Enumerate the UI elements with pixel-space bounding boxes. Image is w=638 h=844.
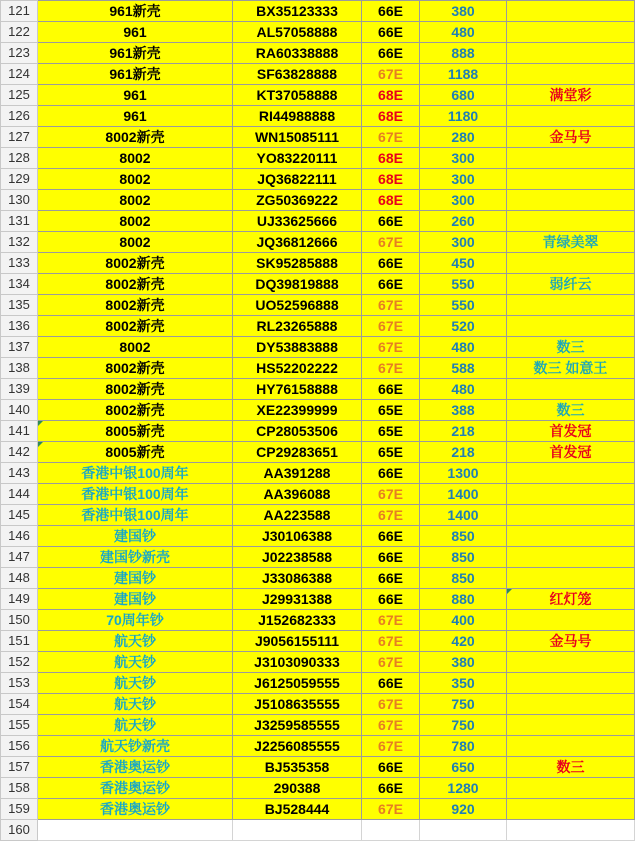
table-row xyxy=(1,43,635,64)
cell-type[interactable]: 68E xyxy=(362,190,420,211)
cell-name[interactable]: 航天钞 xyxy=(38,631,233,652)
cell-serial[interactable]: BJ535358 xyxy=(233,757,362,778)
cell-serial[interactable]: KT37058888 xyxy=(233,85,362,106)
cell-name[interactable]: 航天钞 xyxy=(38,715,233,736)
cell-price[interactable]: 260 xyxy=(420,211,507,232)
cell-name[interactable]: 建国钞新壳 xyxy=(38,547,233,568)
cell-type[interactable]: 68E xyxy=(362,106,420,127)
table-row xyxy=(1,64,635,85)
cell-note[interactable] xyxy=(507,43,635,64)
row-number[interactable]: 132 xyxy=(1,232,38,253)
table-row xyxy=(1,148,635,169)
cell-serial[interactable]: J6125059555 xyxy=(233,673,362,694)
cell-name[interactable]: 航天钞新壳 xyxy=(38,736,233,757)
cell-serial[interactable]: XE22399999 xyxy=(233,400,362,421)
cell-note[interactable] xyxy=(507,1,635,22)
cell-name[interactable]: 香港奥运钞 xyxy=(38,799,233,820)
cell-name[interactable]: 961新壳 xyxy=(38,64,233,85)
table-row xyxy=(1,547,635,568)
row-number[interactable]: 135 xyxy=(1,295,38,316)
cell-note[interactable] xyxy=(507,694,635,715)
cell-serial[interactable]: UO52596888 xyxy=(233,295,362,316)
cell-serial[interactable]: UJ33625666 xyxy=(233,211,362,232)
cell-type[interactable]: 67E xyxy=(362,799,420,820)
cell-type[interactable]: 67E xyxy=(362,631,420,652)
cell-name[interactable]: 961新壳 xyxy=(38,1,233,22)
cell-price[interactable]: 750 xyxy=(420,694,507,715)
cell-price[interactable]: 750 xyxy=(420,715,507,736)
row-number[interactable]: 134 xyxy=(1,274,38,295)
cell-note[interactable]: 数三 xyxy=(507,757,635,778)
row-number[interactable]: 133 xyxy=(1,253,38,274)
cell-serial[interactable]: J3103090333 xyxy=(233,652,362,673)
cell-type[interactable]: 67E xyxy=(362,127,420,148)
table-row xyxy=(1,127,635,148)
table-row xyxy=(1,631,635,652)
cell-price[interactable]: 480 xyxy=(420,379,507,400)
table-row xyxy=(1,421,635,442)
table-row xyxy=(1,820,635,841)
cell-price[interactable]: 850 xyxy=(420,568,507,589)
cell-price[interactable]: 550 xyxy=(420,274,507,295)
cell-name[interactable]: 961 xyxy=(38,22,233,43)
cell-serial[interactable]: WN15085111 xyxy=(233,127,362,148)
cell-type[interactable]: 66E xyxy=(362,589,420,610)
table-row xyxy=(1,106,635,127)
cell-name[interactable]: 8002 xyxy=(38,232,233,253)
cell-serial[interactable]: CP28053506 xyxy=(233,421,362,442)
cell-type[interactable]: 67E xyxy=(362,694,420,715)
cell-type[interactable]: 66E xyxy=(362,526,420,547)
cell-price[interactable]: 380 xyxy=(420,652,507,673)
cell-name[interactable] xyxy=(38,820,233,841)
cell-note[interactable] xyxy=(507,22,635,43)
row-number[interactable]: 140 xyxy=(1,400,38,421)
row-number[interactable]: 138 xyxy=(1,358,38,379)
cell-type[interactable]: 66E xyxy=(362,673,420,694)
cell-type[interactable]: 67E xyxy=(362,715,420,736)
cell-note[interactable] xyxy=(507,673,635,694)
table-row xyxy=(1,610,635,631)
cell-note[interactable] xyxy=(507,736,635,757)
row-number[interactable]: 148 xyxy=(1,568,38,589)
cell-price[interactable]: 920 xyxy=(420,799,507,820)
table-row xyxy=(1,715,635,736)
cell-price[interactable]: 1280 xyxy=(420,778,507,799)
cell-name[interactable]: 建国钞 xyxy=(38,589,233,610)
cell-price[interactable]: 280 xyxy=(420,127,507,148)
table-row xyxy=(1,379,635,400)
cell-type[interactable]: 68E xyxy=(362,169,420,190)
table-row xyxy=(1,295,635,316)
table-row xyxy=(1,316,635,337)
cell-serial[interactable]: BX35123333 xyxy=(233,1,362,22)
cell-type[interactable]: 66E xyxy=(362,757,420,778)
row-number[interactable]: 157 xyxy=(1,757,38,778)
cell-note[interactable] xyxy=(507,106,635,127)
cell-serial[interactable]: 290388 xyxy=(233,778,362,799)
cell-price[interactable]: 888 xyxy=(420,43,507,64)
cell-serial[interactable]: J2256085555 xyxy=(233,736,362,757)
cell-serial[interactable]: J152682333 xyxy=(233,610,362,631)
cell-price[interactable]: 388 xyxy=(420,400,507,421)
row-number[interactable]: 160 xyxy=(1,820,38,841)
cell-serial[interactable]: J29931388 xyxy=(233,589,362,610)
cell-name[interactable]: 8002新壳 xyxy=(38,127,233,148)
cell-type[interactable]: 67E xyxy=(362,358,420,379)
cell-name[interactable]: 建国钞 xyxy=(38,526,233,547)
cell-name[interactable]: 航天钞 xyxy=(38,673,233,694)
cell-price[interactable]: 450 xyxy=(420,253,507,274)
row-number[interactable]: 139 xyxy=(1,379,38,400)
cell-name[interactable]: 8002新壳 xyxy=(38,379,233,400)
cell-type[interactable] xyxy=(362,820,420,841)
cell-name[interactable]: 961 xyxy=(38,85,233,106)
row-number[interactable]: 146 xyxy=(1,526,38,547)
cell-type[interactable]: 66E xyxy=(362,568,420,589)
cell-type[interactable]: 66E xyxy=(362,463,420,484)
cell-note[interactable] xyxy=(507,148,635,169)
cell-note[interactable] xyxy=(507,295,635,316)
cell-price[interactable]: 1400 xyxy=(420,484,507,505)
cell-serial[interactable]: J9056155111 xyxy=(233,631,362,652)
cell-note[interactable] xyxy=(507,799,635,820)
cell-type[interactable]: 67E xyxy=(362,337,420,358)
row-number[interactable]: 154 xyxy=(1,694,38,715)
cell-serial[interactable]: RL23265888 xyxy=(233,316,362,337)
cell-price[interactable]: 588 xyxy=(420,358,507,379)
table-row xyxy=(1,568,635,589)
cell-note[interactable] xyxy=(507,484,635,505)
cell-type[interactable]: 67E xyxy=(362,232,420,253)
cell-note[interactable]: 弱纤云 xyxy=(507,274,635,295)
cell-serial[interactable]: SK95285888 xyxy=(233,253,362,274)
cell-type[interactable]: 66E xyxy=(362,253,420,274)
cell-serial[interactable]: AA223588 xyxy=(233,505,362,526)
cell-name[interactable]: 8002 xyxy=(38,337,233,358)
cell-type[interactable]: 67E xyxy=(362,736,420,757)
cell-serial[interactable]: J33086388 xyxy=(233,568,362,589)
cell-type[interactable]: 66E xyxy=(362,379,420,400)
cell-name[interactable]: 8002 xyxy=(38,148,233,169)
cell-serial[interactable]: ZG50369222 xyxy=(233,190,362,211)
cell-name[interactable]: 8002新壳 xyxy=(38,253,233,274)
row-number[interactable]: 150 xyxy=(1,610,38,631)
cell-note[interactable] xyxy=(507,211,635,232)
cell-name[interactable]: 香港中银100周年 xyxy=(38,463,233,484)
row-number[interactable]: 156 xyxy=(1,736,38,757)
row-number[interactable]: 129 xyxy=(1,169,38,190)
cell-type[interactable]: 66E xyxy=(362,22,420,43)
cell-price[interactable]: 350 xyxy=(420,673,507,694)
cell-price[interactable]: 400 xyxy=(420,610,507,631)
cell-serial[interactable]: J3259585555 xyxy=(233,715,362,736)
cell-type[interactable]: 67E xyxy=(362,484,420,505)
cell-type[interactable]: 65E xyxy=(362,400,420,421)
cell-name[interactable]: 8002 xyxy=(38,190,233,211)
table-row xyxy=(1,799,635,820)
cell-type[interactable]: 68E xyxy=(362,85,420,106)
cell-price[interactable]: 850 xyxy=(420,526,507,547)
table-row xyxy=(1,253,635,274)
cell-serial[interactable]: HS52202222 xyxy=(233,358,362,379)
cell-note[interactable] xyxy=(507,463,635,484)
cell-note[interactable] xyxy=(507,547,635,568)
cell-type[interactable]: 67E xyxy=(362,64,420,85)
cell-serial[interactable]: RA60338888 xyxy=(233,43,362,64)
row-number[interactable]: 136 xyxy=(1,316,38,337)
cell-name[interactable]: 8002 xyxy=(38,211,233,232)
cell-serial[interactable]: AL57058888 xyxy=(233,22,362,43)
row-number[interactable]: 141 xyxy=(1,421,38,442)
cell-serial[interactable]: J30106388 xyxy=(233,526,362,547)
cell-serial[interactable]: AA396088 xyxy=(233,484,362,505)
cell-price[interactable]: 300 xyxy=(420,190,507,211)
cell-price[interactable]: 420 xyxy=(420,631,507,652)
cell-type[interactable]: 67E xyxy=(362,316,420,337)
table-row xyxy=(1,589,635,610)
cell-name[interactable]: 8002新壳 xyxy=(38,295,233,316)
cell-name[interactable]: 8002 xyxy=(38,169,233,190)
row-number[interactable]: 159 xyxy=(1,799,38,820)
table-row xyxy=(1,505,635,526)
cell-note[interactable] xyxy=(507,253,635,274)
cell-serial[interactable]: HY76158888 xyxy=(233,379,362,400)
cell-type[interactable]: 67E xyxy=(362,652,420,673)
cell-price[interactable] xyxy=(420,820,507,841)
table-row xyxy=(1,442,635,463)
cell-price[interactable]: 300 xyxy=(420,148,507,169)
table-row xyxy=(1,1,635,22)
table-row xyxy=(1,652,635,673)
cell-name[interactable]: 航天钞 xyxy=(38,652,233,673)
cell-price[interactable]: 550 xyxy=(420,295,507,316)
cell-note[interactable] xyxy=(507,64,635,85)
cell-note[interactable] xyxy=(507,379,635,400)
cell-name[interactable]: 香港中银100周年 xyxy=(38,505,233,526)
cell-name[interactable]: 8005新壳 xyxy=(38,421,233,442)
row-number[interactable]: 131 xyxy=(1,211,38,232)
table-row xyxy=(1,232,635,253)
cell-note[interactable]: 数三 xyxy=(507,337,635,358)
table-row xyxy=(1,757,635,778)
row-number[interactable]: 137 xyxy=(1,337,38,358)
cell-note[interactable]: 数三 xyxy=(507,400,635,421)
table-row xyxy=(1,694,635,715)
cell-note[interactable] xyxy=(507,190,635,211)
table-row xyxy=(1,526,635,547)
row-number[interactable]: 122 xyxy=(1,22,38,43)
cell-name[interactable]: 8002新壳 xyxy=(38,358,233,379)
cell-type[interactable]: 67E xyxy=(362,505,420,526)
row-number[interactable]: 142 xyxy=(1,442,38,463)
table-row xyxy=(1,400,635,421)
cell-serial[interactable]: DQ39819888 xyxy=(233,274,362,295)
row-number[interactable]: 121 xyxy=(1,1,38,22)
cell-note[interactable]: 首发冠 xyxy=(507,421,635,442)
table-row xyxy=(1,358,635,379)
row-number[interactable]: 151 xyxy=(1,631,38,652)
cell-type[interactable]: 67E xyxy=(362,295,420,316)
cell-type[interactable]: 66E xyxy=(362,274,420,295)
cell-note[interactable]: 满堂彩 xyxy=(507,85,635,106)
table-row xyxy=(1,169,635,190)
row-number[interactable]: 158 xyxy=(1,778,38,799)
cell-name[interactable]: 8005新壳 xyxy=(38,442,233,463)
cell-name[interactable]: 8002新壳 xyxy=(38,316,233,337)
cell-name[interactable]: 961 xyxy=(38,106,233,127)
cell-price[interactable]: 1180 xyxy=(420,106,507,127)
table-row xyxy=(1,85,635,106)
cell-price[interactable]: 480 xyxy=(420,337,507,358)
table-row xyxy=(1,337,635,358)
cell-price[interactable]: 380 xyxy=(420,1,507,22)
row-number[interactable]: 125 xyxy=(1,85,38,106)
cell-serial[interactable]: SF63828888 xyxy=(233,64,362,85)
cell-price[interactable]: 1300 xyxy=(420,463,507,484)
cell-name[interactable]: 香港中银100周年 xyxy=(38,484,233,505)
cell-type[interactable]: 66E xyxy=(362,778,420,799)
table-row xyxy=(1,484,635,505)
cell-serial[interactable] xyxy=(233,820,362,841)
table-row xyxy=(1,463,635,484)
cell-price[interactable]: 780 xyxy=(420,736,507,757)
cell-serial[interactable]: RI44988888 xyxy=(233,106,362,127)
cell-note[interactable] xyxy=(507,526,635,547)
row-number[interactable]: 123 xyxy=(1,43,38,64)
cell-note[interactable] xyxy=(507,316,635,337)
cell-type[interactable]: 66E xyxy=(362,547,420,568)
cell-note[interactable]: 金马号 xyxy=(507,127,635,148)
row-number[interactable]: 153 xyxy=(1,673,38,694)
cell-serial[interactable]: DY53883888 xyxy=(233,337,362,358)
cell-price[interactable]: 218 xyxy=(420,442,507,463)
cell-name[interactable]: 961新壳 xyxy=(38,43,233,64)
cell-serial[interactable]: JQ36822111 xyxy=(233,169,362,190)
cell-note[interactable] xyxy=(507,568,635,589)
row-number[interactable]: 149 xyxy=(1,589,38,610)
table-row xyxy=(1,274,635,295)
table-row xyxy=(1,22,635,43)
cell-type[interactable]: 66E xyxy=(362,1,420,22)
cell-note[interactable]: 数三 如意王 xyxy=(507,358,635,379)
cell-note[interactable] xyxy=(507,715,635,736)
cell-type[interactable]: 66E xyxy=(362,211,420,232)
row-number[interactable]: 126 xyxy=(1,106,38,127)
cell-serial[interactable]: J5108635555 xyxy=(233,694,362,715)
table-row xyxy=(1,190,635,211)
cell-price[interactable]: 520 xyxy=(420,316,507,337)
cell-type[interactable]: 68E xyxy=(362,148,420,169)
row-number[interactable]: 144 xyxy=(1,484,38,505)
cell-price[interactable]: 850 xyxy=(420,547,507,568)
cell-serial[interactable]: AA391288 xyxy=(233,463,362,484)
row-number[interactable]: 145 xyxy=(1,505,38,526)
cell-price[interactable]: 300 xyxy=(420,232,507,253)
row-number[interactable]: 124 xyxy=(1,64,38,85)
cell-note[interactable]: 青绿美翠 xyxy=(507,232,635,253)
table-row xyxy=(1,778,635,799)
cell-name[interactable]: 建国钞 xyxy=(38,568,233,589)
cell-note[interactable]: 红灯笼 xyxy=(507,589,635,610)
row-number[interactable]: 152 xyxy=(1,652,38,673)
cell-serial[interactable]: BJ528444 xyxy=(233,799,362,820)
cell-note[interactable] xyxy=(507,652,635,673)
table-body xyxy=(1,1,635,841)
cell-note[interactable] xyxy=(507,820,635,841)
cell-type[interactable]: 66E xyxy=(362,43,420,64)
row-number[interactable]: 155 xyxy=(1,715,38,736)
cell-price[interactable]: 1188 xyxy=(420,64,507,85)
cell-price[interactable]: 880 xyxy=(420,589,507,610)
cell-note[interactable] xyxy=(507,505,635,526)
cell-note[interactable] xyxy=(507,610,635,631)
cell-name[interactable]: 香港奥运钞 xyxy=(38,757,233,778)
cell-serial[interactable]: JQ36812666 xyxy=(233,232,362,253)
cell-type[interactable]: 65E xyxy=(362,421,420,442)
cell-type[interactable]: 67E xyxy=(362,610,420,631)
cell-name[interactable]: 香港奥运钞 xyxy=(38,778,233,799)
cell-note[interactable]: 金马号 xyxy=(507,631,635,652)
cell-price[interactable]: 300 xyxy=(420,169,507,190)
cell-name[interactable]: 航天钞 xyxy=(38,694,233,715)
cell-price[interactable]: 1400 xyxy=(420,505,507,526)
cell-note[interactable] xyxy=(507,778,635,799)
cell-note[interactable] xyxy=(507,169,635,190)
cell-note[interactable]: 首发冠 xyxy=(507,442,635,463)
table-row xyxy=(1,736,635,757)
row-number[interactable]: 127 xyxy=(1,127,38,148)
cell-price[interactable]: 650 xyxy=(420,757,507,778)
cell-serial[interactable]: J02238588 xyxy=(233,547,362,568)
cell-serial[interactable]: YO83220111 xyxy=(233,148,362,169)
cell-name[interactable]: 70周年钞 xyxy=(38,610,233,631)
cell-name[interactable]: 8002新壳 xyxy=(38,274,233,295)
cell-price[interactable]: 680 xyxy=(420,85,507,106)
table-row xyxy=(1,211,635,232)
row-number[interactable]: 128 xyxy=(1,148,38,169)
cell-price[interactable]: 480 xyxy=(420,22,507,43)
table-row xyxy=(1,673,635,694)
row-number[interactable]: 143 xyxy=(1,463,38,484)
row-number[interactable]: 147 xyxy=(1,547,38,568)
cell-serial[interactable]: CP29283651 xyxy=(233,442,362,463)
row-number[interactable]: 130 xyxy=(1,190,38,211)
cell-name[interactable]: 8002新壳 xyxy=(38,400,233,421)
cell-price[interactable]: 218 xyxy=(420,421,507,442)
cell-type[interactable]: 65E xyxy=(362,442,420,463)
